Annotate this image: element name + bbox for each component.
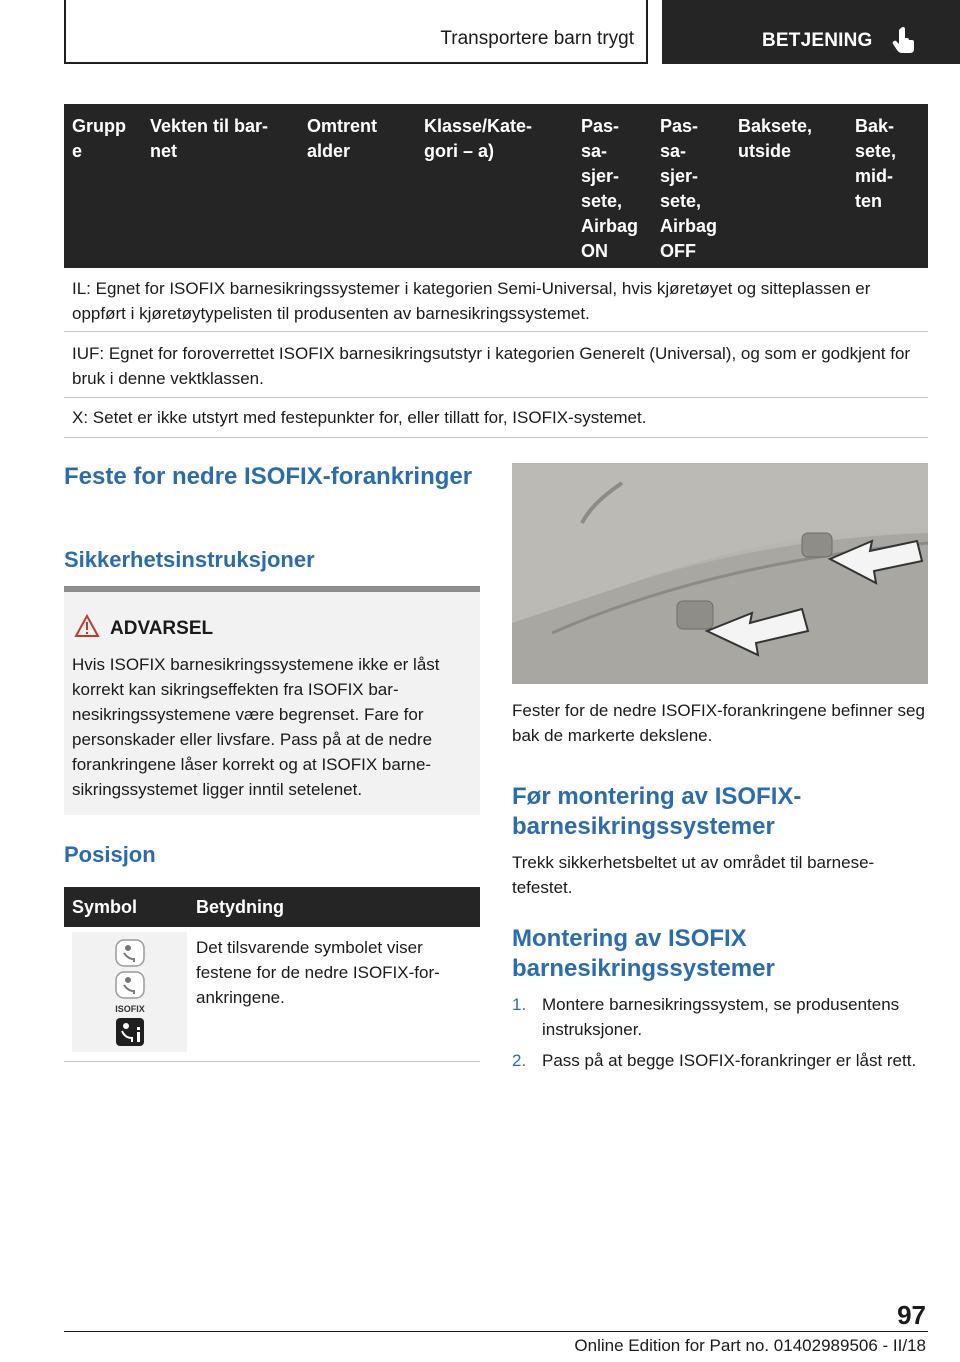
symbol-table-header [64, 887, 480, 927]
warning-triangle-icon [74, 614, 100, 643]
list-text: Pass på at begge ISOFIX-forankringer er låst rett. [542, 1051, 917, 1070]
col-meaning: Betydning [196, 897, 284, 917]
list-text: Montere barnesikringssystem, se produsentens instruksjoner. [542, 995, 900, 1039]
col-passenger-airbag-off: Pas- sa- sjer- sete, Airbag OFF [660, 116, 718, 261]
before-mounting-text: Trekk sikkerhetsbeltet ut av området til barnesetefestet. [512, 853, 875, 897]
page-number: 97 [897, 1300, 926, 1330]
heading-before-mounting: Før montering av ISOFIX-barnesikringssystemer [512, 783, 802, 840]
col-symbol: Symbol [72, 897, 138, 917]
table-note-il: IL: Egnet for ISOFIX barnesikringssystemer i kategorien Semi-Universal, hvis kjøretøyet og sitteplassen er oppført i kjøretøytypelisten til produsenten av barnesikringssystemet. [64, 276, 928, 332]
isofix-symbol-label: ISOFIX [115, 1004, 145, 1014]
hand-pointer-icon [892, 26, 918, 59]
warning-box [64, 586, 480, 815]
isofix-child-seat-icon [72, 932, 187, 1052]
col-weight: Vekten til bar- net [150, 116, 269, 161]
col-group: Grupp e [72, 116, 126, 161]
photo-caption: Fester for de nedre ISOFIX-forankringene befinner seg bak de markerte dekslene. [512, 701, 925, 745]
col-class: Klasse/Kate- gori – a) [424, 116, 533, 161]
heading-isofix-anchors: Feste for nedre ISOFIX-forankringer [64, 463, 473, 490]
list-number: 1. [512, 995, 527, 1014]
heading-mounting: Montering av ISOFIX barnesikringssystemer [512, 925, 775, 982]
warning-text: Hvis ISOFIX barnesikringssystemene ikke er låst korrekt kan sikringseffekten fra ISOFIX barnesikringssystemene være begrenset. Fare for personskader eller livsfare. Pass på at de nedre forankringene låser korrekt og at ISOFIX barnesikringssystemet ligger inntil setelenet. [72, 655, 440, 799]
table-note-iuf: IUF: Egnet for foroverrettet ISOFIX barnesikringsutstyr i kategorien Generelt (Universal), og som er godkjent for bruk i denne vektklassen. [64, 341, 928, 398]
chapter-title: Transportere barn trygt [440, 28, 634, 49]
isofix-symbol-cell [72, 932, 187, 1052]
footer-divider [64, 1331, 928, 1332]
isofix-anchor-photo [512, 463, 928, 684]
symbol-table-divider [64, 1061, 480, 1062]
list-number: 2. [512, 1051, 527, 1070]
warning-title: ADVARSEL [110, 618, 214, 639]
subheading-position: Posisjon [64, 842, 156, 867]
compatibility-table-header [64, 104, 928, 268]
header-section-box [662, 0, 960, 64]
table-note-x: X: Setet er ikke utstyrt med festepunkter for, eller tillatt for, ISOFIX-systemet. [64, 405, 928, 438]
col-rear-outer: Baksete, utside [738, 116, 813, 161]
footer-edition: Online Edition for Part no. 01402989506 - II/18 [574, 1336, 926, 1355]
col-age: Omtrent alder [307, 116, 378, 161]
header-chapter-box [64, 0, 648, 64]
section-label: BETJENING [762, 30, 873, 51]
col-rear-middle: Bak- sete, mid- ten [855, 116, 897, 211]
subheading-safety: Sikkerhetsinstruksjoner [64, 547, 315, 572]
symbol-meaning: Det tilsvarende symbolet viser festene for de nedre ISOFIX-forankringene. [196, 938, 440, 1007]
list-item [512, 1048, 928, 1098]
list-item [512, 992, 928, 1042]
col-passenger-airbag-on: Pas- sa- sjer- sete, Airbag ON [581, 116, 639, 261]
